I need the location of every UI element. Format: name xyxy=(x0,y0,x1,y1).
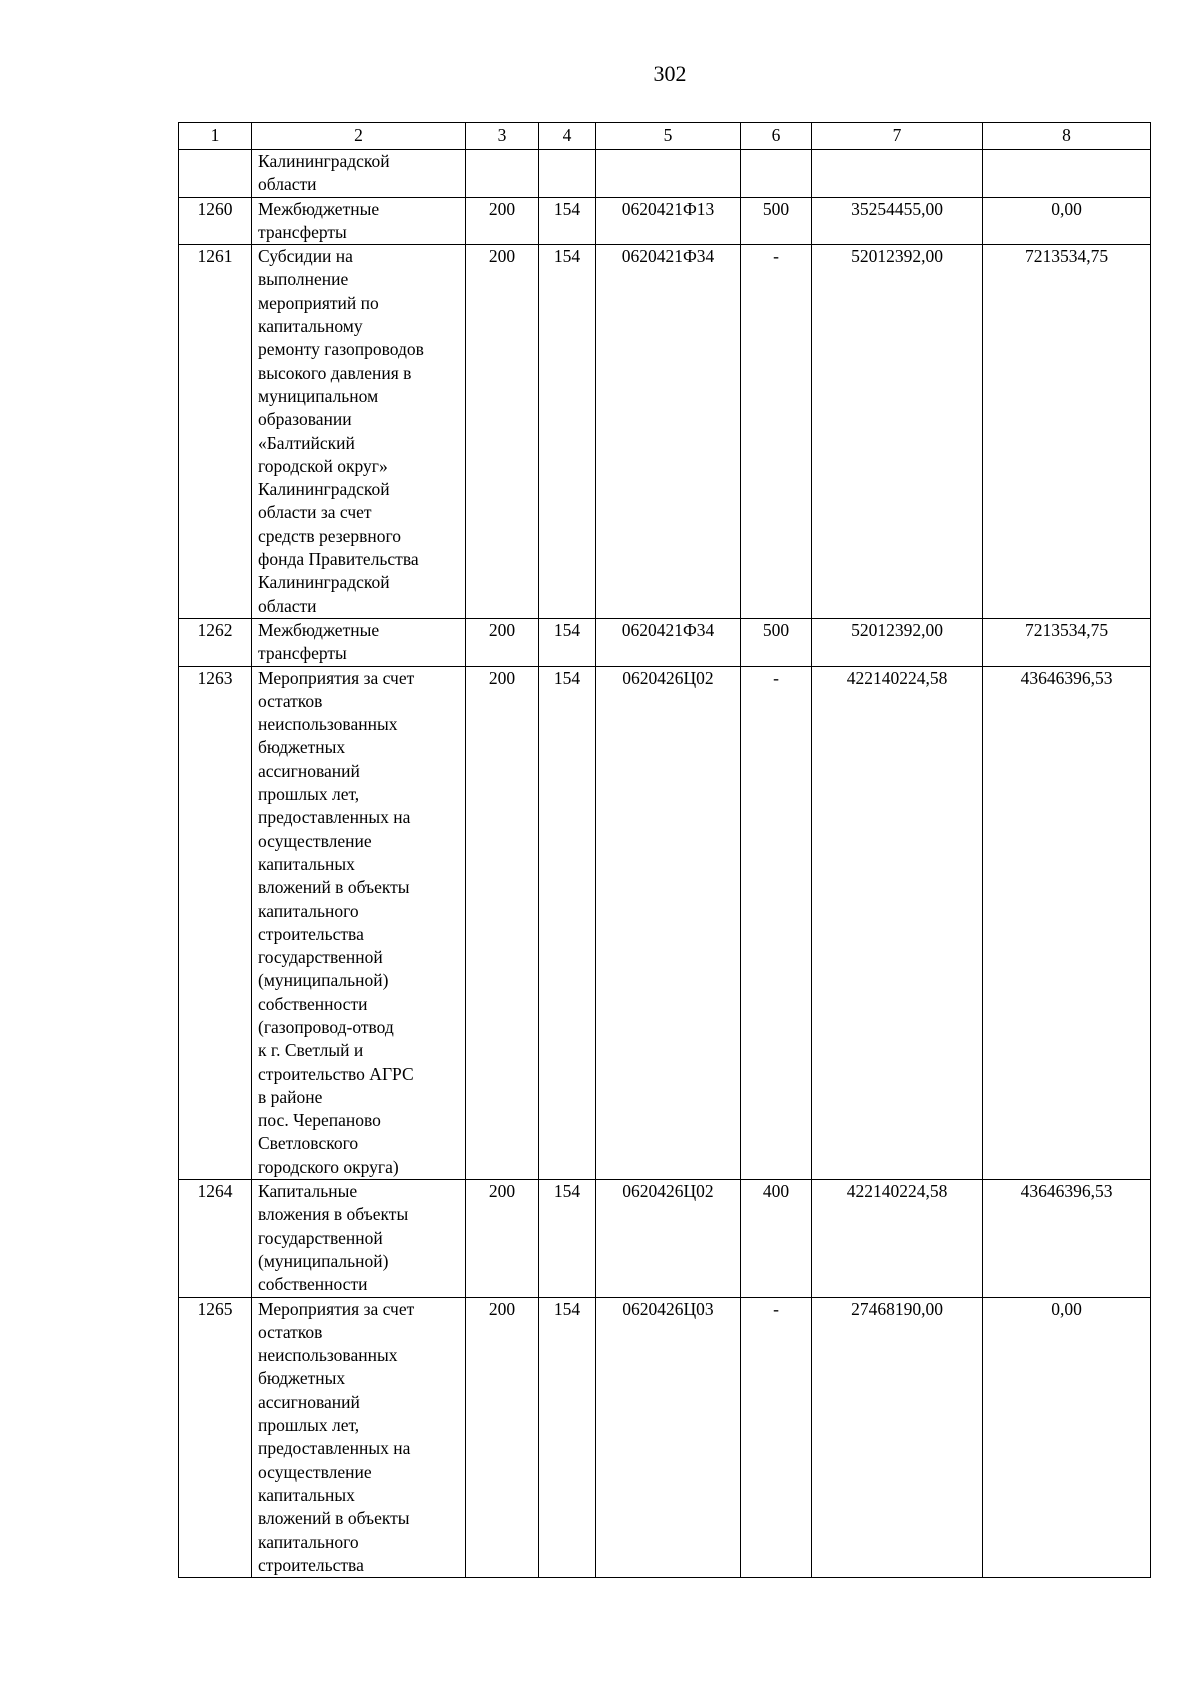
item-name-line: остатков xyxy=(258,690,323,711)
item-name-line: собственности xyxy=(258,993,368,1014)
column-3-cell: 200 xyxy=(466,1297,539,1578)
row-number-cell: 1263 xyxy=(179,666,252,1180)
item-name-line: осуществление xyxy=(258,830,372,851)
row-number-cell: 1265 xyxy=(179,1297,252,1578)
column-3-cell xyxy=(466,150,539,198)
item-name-line: осуществление xyxy=(258,1461,372,1482)
item-name-line: капитального xyxy=(258,900,359,921)
column-3-cell: 200 xyxy=(466,666,539,1180)
item-name-line: прошлых лет, xyxy=(258,1415,360,1436)
column-8-cell xyxy=(983,150,1151,198)
header-cell: 5 xyxy=(596,123,741,150)
row-number-cell: 1260 xyxy=(179,197,252,245)
column-5-cell: 0620426Ц02 xyxy=(596,1180,741,1297)
row-number-cell: 1264 xyxy=(179,1180,252,1297)
item-name-line: мероприятий по xyxy=(258,292,379,313)
column-6-cell: - xyxy=(741,1297,812,1578)
item-name-line: строительство АГРС xyxy=(258,1063,414,1084)
column-8-cell: 0,00 xyxy=(983,197,1151,245)
table-row xyxy=(179,1297,1151,1578)
item-name-line: вложения в объекты xyxy=(258,1204,409,1225)
header-cell: 2 xyxy=(252,123,466,150)
column-3-cell: 200 xyxy=(466,618,539,666)
item-name-line: остатков xyxy=(258,1321,323,1342)
header-cell: 6 xyxy=(741,123,812,150)
item-name-line: бюджетных xyxy=(258,737,346,758)
column-4-cell xyxy=(539,150,596,198)
item-name-line: городского округа) xyxy=(258,1156,399,1177)
item-name-line: выполнение xyxy=(258,269,349,290)
column-6-cell: 500 xyxy=(741,618,812,666)
item-name-line: вложений в объекты xyxy=(258,1508,410,1529)
item-name-line: неиспользованных xyxy=(258,1345,398,1366)
item-name-line: Капитальные xyxy=(258,1181,358,1202)
item-name-line: средств резервного xyxy=(258,525,402,546)
column-4-cell: 154 xyxy=(539,245,596,619)
item-name-line: (газопровод-отвод xyxy=(258,1016,394,1037)
table-row xyxy=(179,666,1151,1180)
item-name-line: области за счет xyxy=(258,502,372,523)
item-name-line: капитальных xyxy=(258,853,355,874)
item-name-cell xyxy=(252,618,466,666)
item-name-line: ассигнований xyxy=(258,760,360,781)
item-name-line: Межбюджетные xyxy=(258,198,380,219)
item-name-cell xyxy=(252,1297,466,1578)
item-name-line: «Балтийский xyxy=(258,432,355,453)
column-8-cell: 0,00 xyxy=(983,1297,1151,1578)
item-name-cell xyxy=(252,1180,466,1297)
item-name-line: к г. Светлый и xyxy=(258,1040,364,1061)
item-name-line: прошлых лет, xyxy=(258,784,360,805)
item-name-line: муниципальном xyxy=(258,385,379,406)
header-cell: 1 xyxy=(179,123,252,150)
column-5-cell: 0620426Ц02 xyxy=(596,666,741,1180)
item-name-line: (муниципальной) xyxy=(258,970,389,991)
column-6-cell: - xyxy=(741,666,812,1180)
item-name-line: фонда Правительства xyxy=(258,549,419,570)
column-6-cell: - xyxy=(741,245,812,619)
column-5-cell xyxy=(596,150,741,198)
item-name-line: Калининградской xyxy=(258,572,390,593)
item-name-line: собственности xyxy=(258,1274,368,1295)
budget-table xyxy=(178,122,1151,1578)
item-name-line: пос. Черепаново xyxy=(258,1110,381,1131)
table-row xyxy=(179,618,1151,666)
column-5-cell: 0620421Ф34 xyxy=(596,245,741,619)
column-8-cell: 43646396,53 xyxy=(983,1180,1151,1297)
column-6-cell: 500 xyxy=(741,197,812,245)
item-name-line: капитальному xyxy=(258,316,363,337)
table-body xyxy=(179,150,1151,1578)
item-name-line: ремонту газопроводов xyxy=(258,339,424,360)
row-number-cell: 1262 xyxy=(179,618,252,666)
table-row xyxy=(179,1180,1151,1297)
item-name-line: трансферты xyxy=(258,643,347,664)
table-row xyxy=(179,150,1151,198)
item-name-line: Субсидии на xyxy=(258,246,353,267)
item-name-line: строительства xyxy=(258,923,364,944)
item-name-line: ассигнований xyxy=(258,1391,360,1412)
item-name-line: Калининградской xyxy=(258,151,390,171)
column-3-cell: 200 xyxy=(466,197,539,245)
header-cell: 8 xyxy=(983,123,1151,150)
column-8-cell: 7213534,75 xyxy=(983,618,1151,666)
column-7-cell: 422140224,58 xyxy=(812,666,983,1180)
column-7-cell: 52012392,00 xyxy=(812,245,983,619)
column-5-cell: 0620426Ц03 xyxy=(596,1297,741,1578)
column-4-cell: 154 xyxy=(539,197,596,245)
item-name-line: капитального xyxy=(258,1531,359,1552)
column-4-cell: 154 xyxy=(539,618,596,666)
row-number-cell xyxy=(179,150,252,198)
column-7-cell: 422140224,58 xyxy=(812,1180,983,1297)
row-number-cell: 1261 xyxy=(179,245,252,619)
item-name-line: Мероприятия за счет xyxy=(258,1298,415,1319)
item-name-line: городской округ» xyxy=(258,455,388,476)
item-name-cell xyxy=(252,197,466,245)
item-name-line: Светловского xyxy=(258,1133,359,1154)
item-name-line: предоставленных на xyxy=(258,807,411,828)
column-8-cell: 43646396,53 xyxy=(983,666,1151,1180)
column-4-cell: 154 xyxy=(539,1180,596,1297)
item-name-cell xyxy=(252,150,466,198)
item-name-cell xyxy=(252,245,466,619)
column-3-cell: 200 xyxy=(466,245,539,619)
item-name-line: области xyxy=(258,595,317,616)
header-row xyxy=(179,123,1151,150)
column-4-cell: 154 xyxy=(539,666,596,1180)
column-6-cell xyxy=(741,150,812,198)
table-row xyxy=(179,197,1151,245)
item-name-line: неиспользованных xyxy=(258,714,398,735)
table-row xyxy=(179,245,1151,619)
item-name-line: образовании xyxy=(258,409,352,430)
column-8-cell: 7213534,75 xyxy=(983,245,1151,619)
column-5-cell: 0620421Ф34 xyxy=(596,618,741,666)
column-7-cell: 35254455,00 xyxy=(812,197,983,245)
item-name-line: трансферты xyxy=(258,221,347,242)
column-4-cell: 154 xyxy=(539,1297,596,1578)
item-name-line: Мероприятия за счет xyxy=(258,667,415,688)
item-name-line: Калининградской xyxy=(258,479,390,500)
item-name-cell xyxy=(252,666,466,1180)
column-7-cell xyxy=(812,150,983,198)
header-cell: 7 xyxy=(812,123,983,150)
column-7-cell: 52012392,00 xyxy=(812,618,983,666)
column-7-cell: 27468190,00 xyxy=(812,1297,983,1578)
item-name-line: (муниципальной) xyxy=(258,1250,389,1271)
item-name-line: строительства xyxy=(258,1554,364,1575)
column-5-cell: 0620421Ф13 xyxy=(596,197,741,245)
item-name-line: предоставленных на xyxy=(258,1438,411,1459)
column-3-cell: 200 xyxy=(466,1180,539,1297)
item-name-line: государственной xyxy=(258,947,383,968)
page-number: 302 xyxy=(653,61,687,86)
item-name-line: капитальных xyxy=(258,1484,355,1505)
item-name-line: бюджетных xyxy=(258,1368,346,1389)
item-name-line: вложений в объекты xyxy=(258,877,410,898)
column-6-cell: 400 xyxy=(741,1180,812,1297)
header-cell: 3 xyxy=(466,123,539,150)
header-cell: 4 xyxy=(539,123,596,150)
item-name-line: области xyxy=(258,174,317,195)
item-name-line: в районе xyxy=(258,1086,323,1107)
item-name-line: Межбюджетные xyxy=(258,619,380,640)
item-name-line: государственной xyxy=(258,1227,383,1248)
item-name-line: высокого давления в xyxy=(258,362,412,383)
